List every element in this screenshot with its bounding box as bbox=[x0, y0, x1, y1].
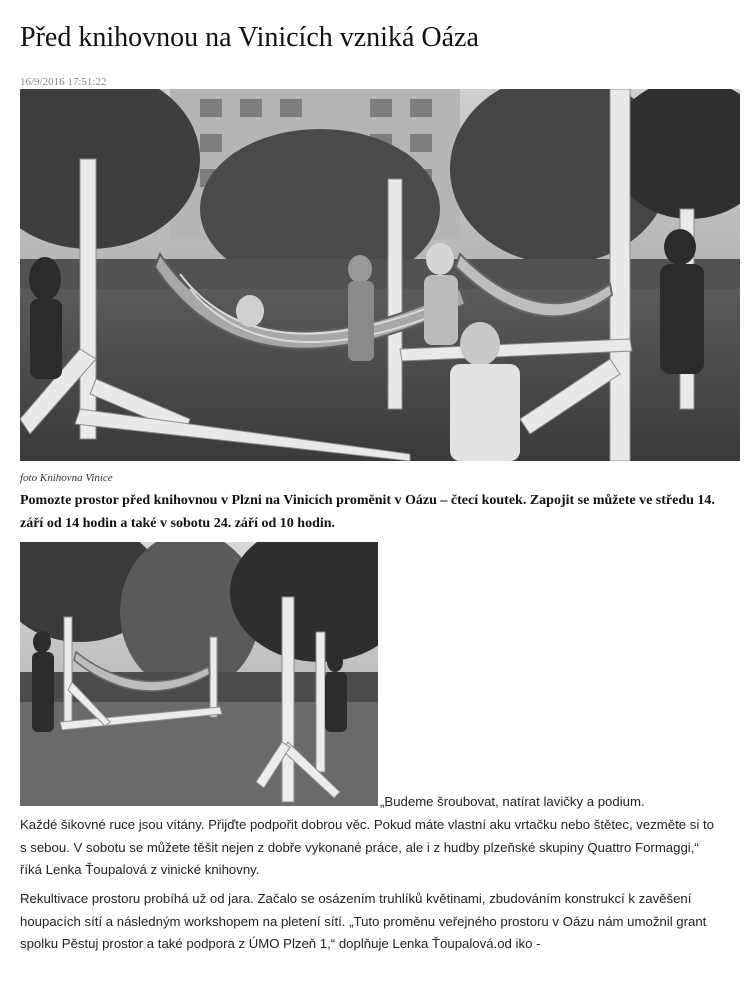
hammock-children-photo bbox=[20, 89, 740, 461]
article-title: Před knihovnou na Vinicích vzniká Oáza bbox=[20, 22, 479, 53]
paragraph-1-first-line: „Budeme šroubovat, natírat lavičky a podium. bbox=[380, 794, 645, 809]
paragraph-2: Rekultivace prostoru probíhá už od jara. Začalo se osázením truhlíků květinami, zbudováním konstrukcí k zavěšení houpacích sítí a následným workshopem na pletení sítí. „Tuto proměnu veřejného prostoru v Oázu nám umožnil grant spolku Pěstuj prostor a také podpora z ÚMO Plzeň 1,“ doplňuje Lenka Ťoupalová.od iko - bbox=[20, 891, 707, 951]
hammock-frames-photo bbox=[20, 542, 378, 806]
article-date: 16/9/2016 17:51:22 bbox=[20, 76, 107, 88]
paragraph-1: Každé šikovné ruce jsou vítány. Přijďte podpořit dobrou věc. Pokud máte vlastní aku vrtačku nebo štětec, vezměte si to s sebou. V sobotu se můžete těšit nejen z dobře vykonané práce, ale i z hudby plzeňské skupiny Quattro Formaggi,“ říká Lenka Ťoupalová z vinické knihovny. bbox=[20, 817, 714, 877]
article-lead: Pomozte prostor před knihovnou v Plzni na Vinicích proměnit v Oázu – čtecí koutek. Zapojit se můžete ve středu 14. září od 14 hodin a také v sobotu 24. září od 10 hodin. bbox=[20, 493, 715, 531]
photo-caption: foto Knihovna Vinice bbox=[20, 472, 113, 484]
